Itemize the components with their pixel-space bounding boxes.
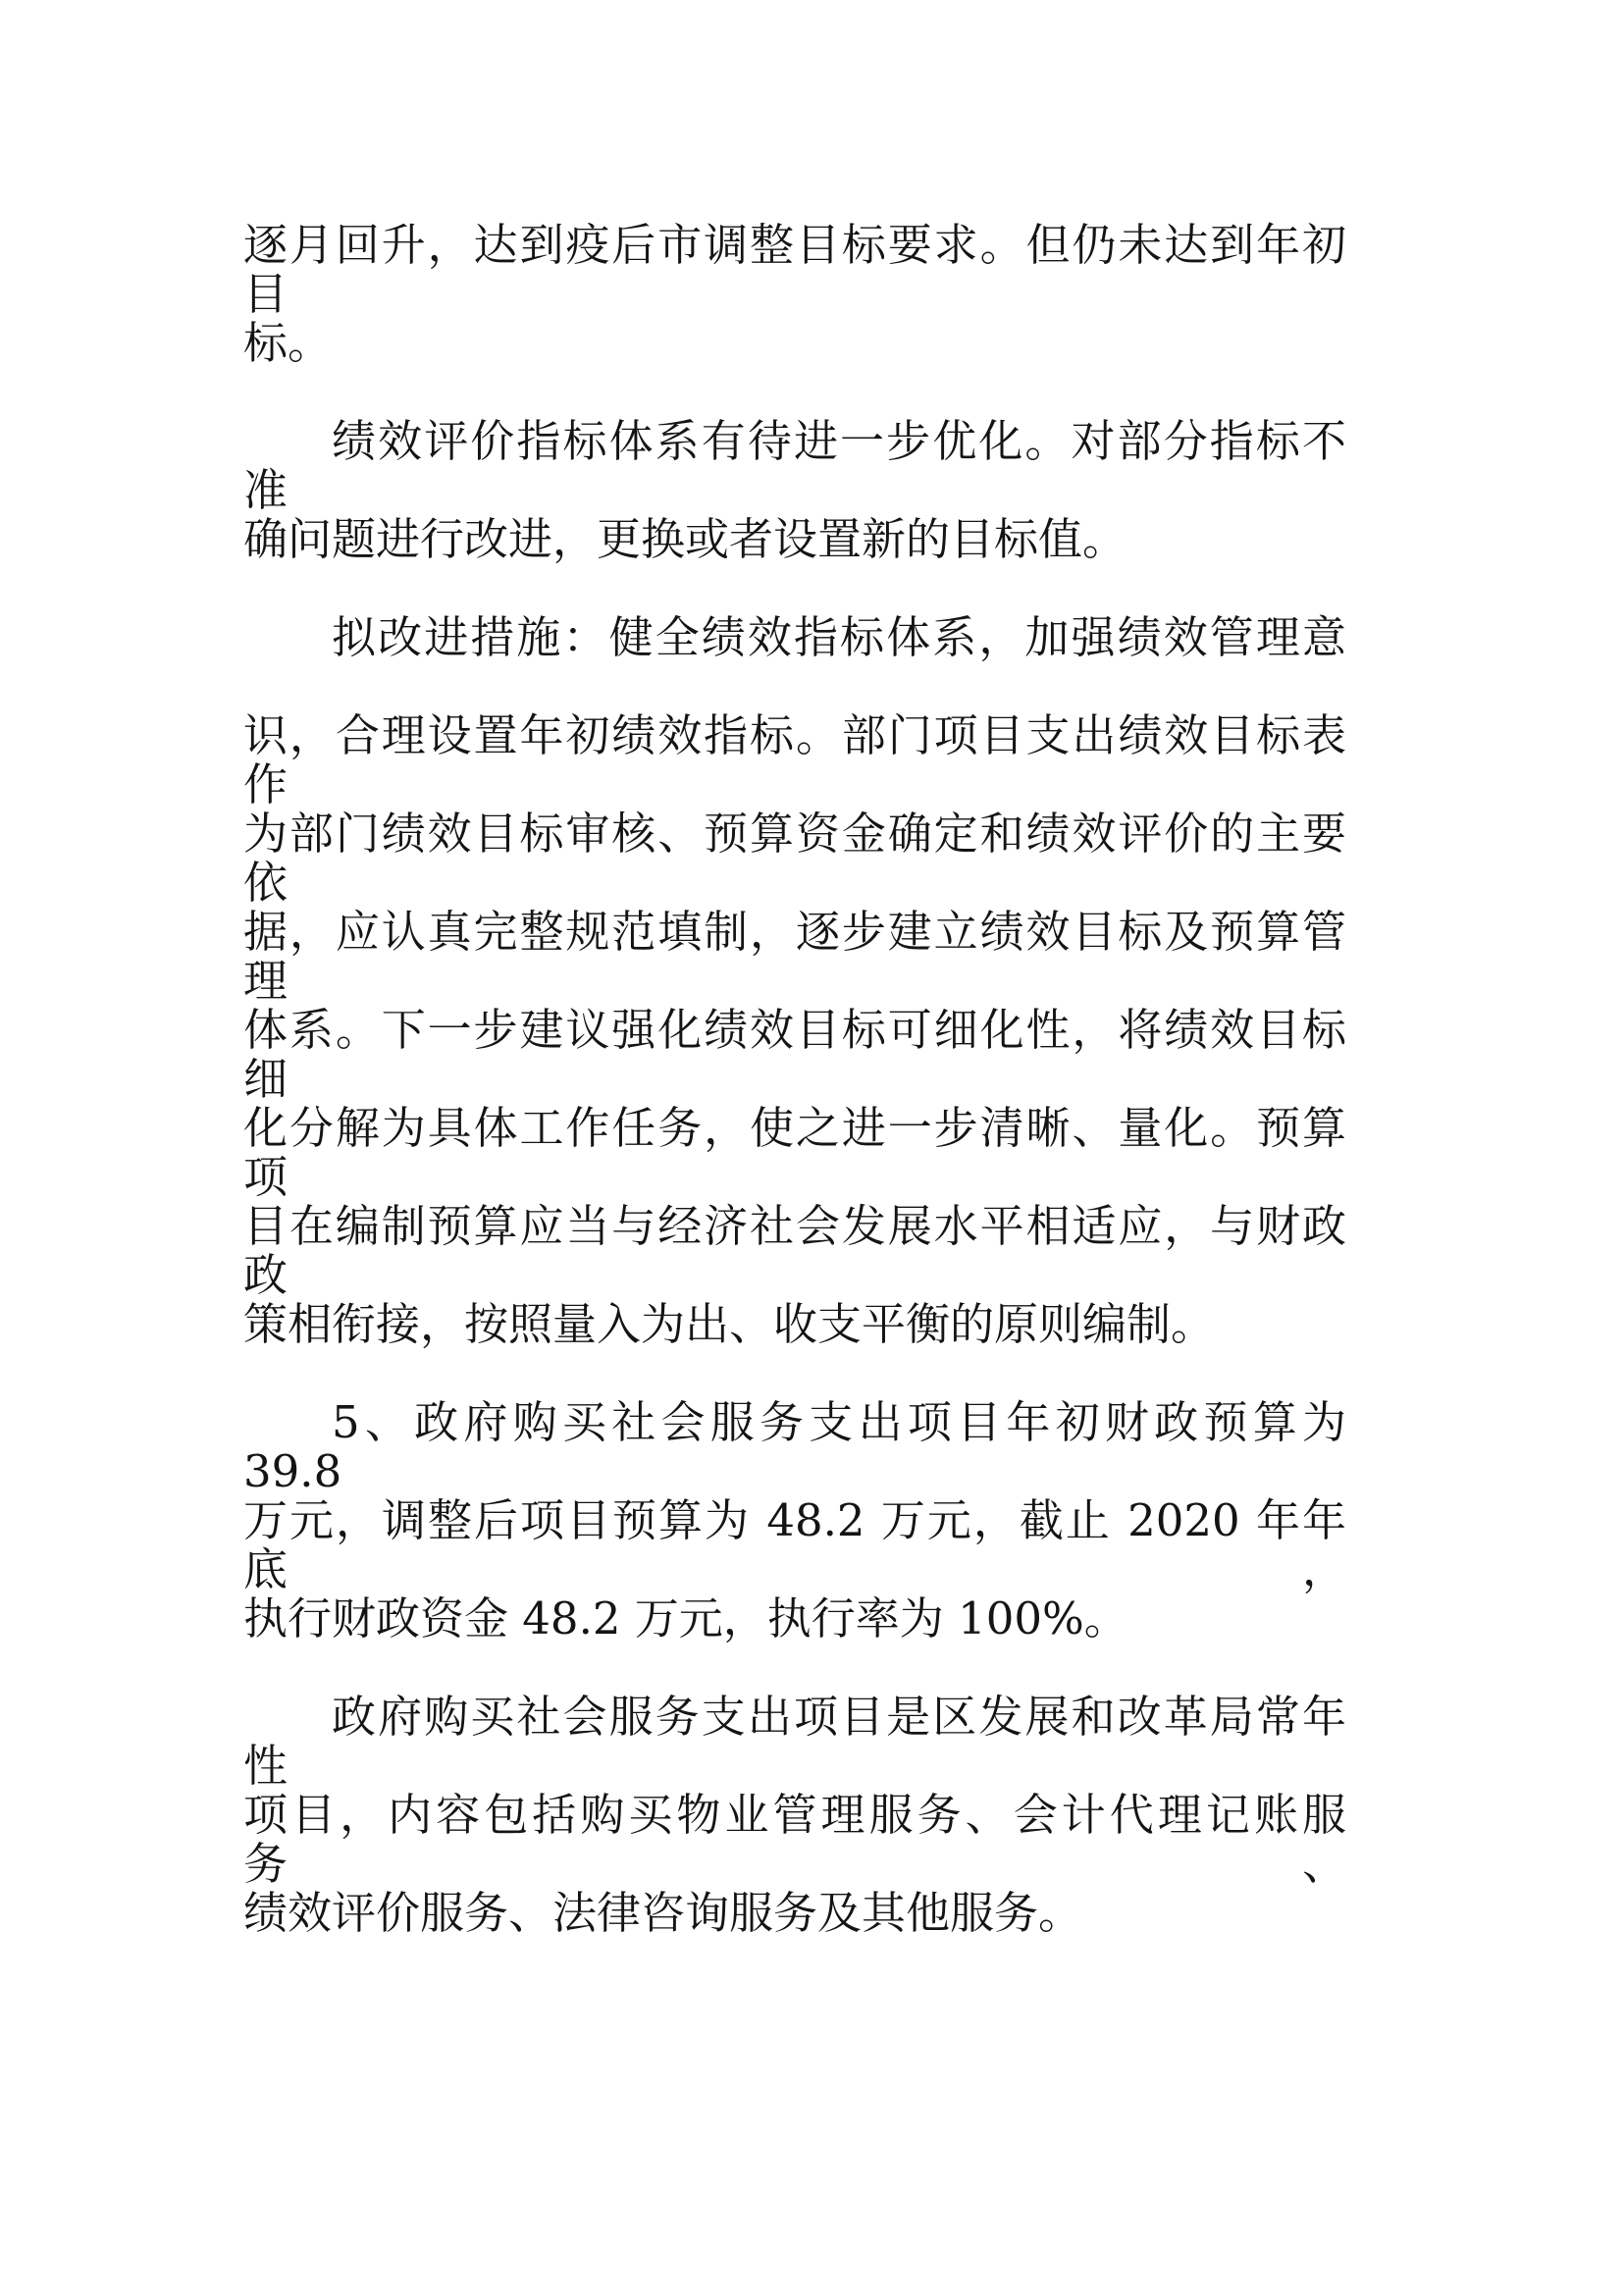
text-line: 政府购买社会服务支出项目是区发展和改革局常年性 bbox=[243, 1691, 1346, 1792]
text-line: 拟改进措施：健全绩效指标体系，加强绩效管理意 bbox=[332, 611, 1346, 663]
text-line: 为部门绩效目标审核、预算资金确定和绩效评价的主要依 bbox=[243, 808, 1346, 909]
document-text-block bbox=[243, 221, 1346, 1987]
text-line: 化分解为具体工作任务，使之进一步清晰、量化。预算项 bbox=[243, 1102, 1346, 1203]
text-line: 策相衔接，按照量入为出、收支平衡的原则编制。 bbox=[243, 1298, 1216, 1350]
text-line: 逐月回升，达到疫后市调整目标要求。但仍未达到年初目 bbox=[243, 219, 1346, 320]
text-line: 绩效评价服务、法律咨询服务及其他服务。 bbox=[243, 1887, 1083, 1939]
text-line: 5、政府购买社会服务支出项目年初财政预算为 39.8 bbox=[243, 1396, 1346, 1497]
text-line: 万元，调整后项目预算为 48.2 万元，截止 2020 年年底， bbox=[243, 1494, 1346, 1595]
text-line: 识，合理设置年初绩效指标。部门项目支出绩效目标表作 bbox=[243, 709, 1346, 810]
text-line: 绩效评价指标体系有待进一步优化。对部分指标不准 bbox=[243, 415, 1346, 516]
text-line: 确问题进行改进，更换或者设置新的目标值。 bbox=[243, 513, 1127, 565]
text-line: 据，应认真完整规范填制，逐步建立绩效目标及预算管理 bbox=[243, 906, 1346, 1007]
text-line: 标。 bbox=[243, 317, 333, 369]
text-line: 执行财政资金 48.2 万元，执行率为 100%。 bbox=[243, 1592, 1128, 1644]
text-line: 体系。下一步建议强化绩效目标可细化性，将绩效目标细 bbox=[243, 1004, 1346, 1105]
text-line: 项目，内容包括购买物业管理服务、会计代理记账服务、 bbox=[243, 1789, 1346, 1890]
text-line: 目在编制预算应当与经济社会发展水平相适应，与财政政 bbox=[243, 1200, 1346, 1301]
